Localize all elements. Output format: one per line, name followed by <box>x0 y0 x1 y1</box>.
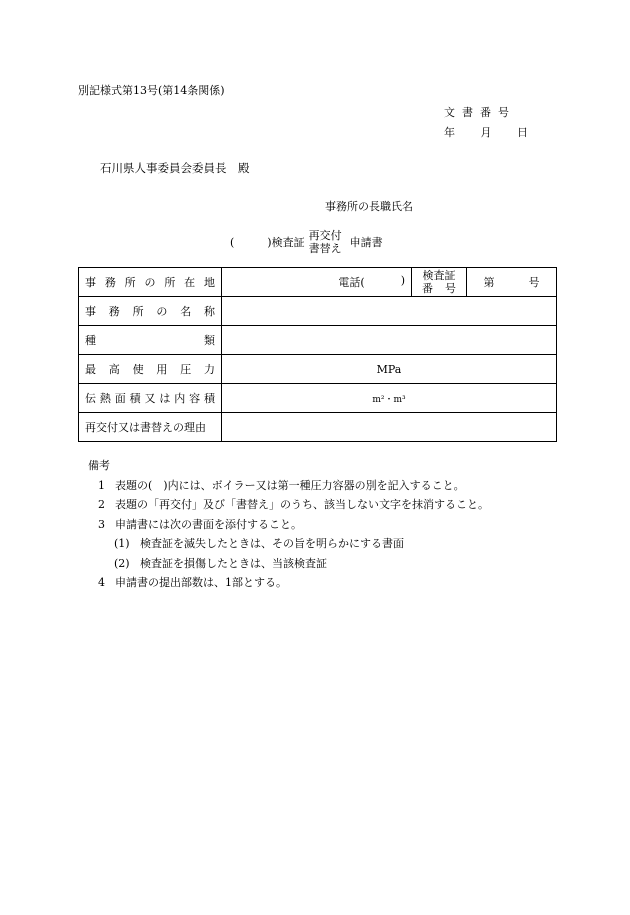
label-type <box>79 326 222 355</box>
title-option-reissue: 再交付 <box>308 229 342 242</box>
note-number: (2) <box>114 556 130 570</box>
label-char: 所 <box>124 276 136 289</box>
table-row <box>79 297 557 326</box>
label-char: 使 <box>132 363 144 376</box>
note-text: 検査証を滅失したときは、その旨を明らかにする書面 <box>140 537 404 550</box>
label-char: 称 <box>203 305 215 318</box>
inspection-number-field[interactable] <box>467 268 557 297</box>
label-char: 又 <box>144 392 156 405</box>
inspection-number-label <box>412 268 467 297</box>
table-row <box>79 326 557 355</box>
label-char: 最 <box>85 363 96 376</box>
label-office-name <box>79 297 222 326</box>
title-paren-blank: ( ) <box>230 236 272 249</box>
note-text: 表題の( )内には、ボイラー又は第一種圧力容器の別を記入すること。 <box>115 478 465 492</box>
phone-blank <box>365 274 401 290</box>
label-char: 伝 <box>85 392 96 405</box>
label-char: は <box>159 392 171 405</box>
label-char: 在 <box>184 276 196 289</box>
spread-label <box>85 332 215 348</box>
label-char: 名 <box>180 305 192 318</box>
label-char: 種 <box>85 334 96 347</box>
number-prefix: 第 <box>483 276 495 289</box>
note-text: 検査証を損傷したときは、当該検査証 <box>140 556 327 570</box>
phone-open: 電話( <box>338 276 365 289</box>
note-item <box>88 573 489 593</box>
office-name-field[interactable] <box>222 297 557 326</box>
phone-close: ) <box>400 274 405 287</box>
table-row <box>79 413 557 442</box>
label-char: 内 <box>174 392 186 405</box>
spread-label <box>85 361 215 377</box>
label-char: 事 <box>85 305 96 318</box>
document-number-label: 文書番号 <box>444 106 516 119</box>
date-line <box>444 124 528 140</box>
title-options <box>309 229 342 255</box>
date-month-label: 月 <box>480 126 492 139</box>
type-field[interactable] <box>222 326 557 355</box>
label-char: 務 <box>108 305 120 318</box>
table-row <box>79 384 557 413</box>
applicant-name-label: 事務所の長職氏名 <box>325 200 413 213</box>
office-address-field[interactable] <box>222 268 412 297</box>
heating-area-field[interactable] <box>222 384 557 413</box>
label-char: 号 <box>445 282 456 295</box>
label-char: 積 <box>204 392 215 405</box>
inspection-label-line2 <box>416 282 462 295</box>
note-item <box>88 515 489 535</box>
label-max-pressure <box>79 355 222 384</box>
note-text: 申請書には次の書面を添付すること。 <box>115 517 302 531</box>
area-unit: m²・m³ <box>372 394 406 405</box>
label-char: 所 <box>164 276 176 289</box>
note-number: 1 <box>98 478 105 492</box>
label-char: 熱 <box>99 392 111 405</box>
phone-label <box>338 274 405 290</box>
title-kensasho: 検査証 <box>271 236 305 249</box>
label-char: の <box>144 276 156 289</box>
label-char: 類 <box>204 334 215 347</box>
note-number: 2 <box>98 498 105 511</box>
label-reason <box>79 413 222 442</box>
form-number: 別記様式第13号(第14条関係) <box>78 84 225 97</box>
title-option-rewrite: 書替え <box>308 242 342 255</box>
label-char: 圧 <box>180 363 192 376</box>
application-table <box>78 267 557 442</box>
plain-label: 再交付又は書替えの理由 <box>85 421 206 434</box>
note-text: 申請書の提出部数は、1部とする。 <box>115 576 287 589</box>
note-text: 表題の「再交付」及び「書替え」のうち、該当しない文字を抹消すること。 <box>115 498 489 511</box>
table-row <box>79 355 557 384</box>
label-char: 用 <box>156 363 168 376</box>
spread-label <box>85 274 215 290</box>
pressure-unit: MPa <box>376 362 402 376</box>
notes-section <box>88 456 489 593</box>
note-number: 3 <box>98 517 105 531</box>
note-item <box>88 495 489 515</box>
max-pressure-field[interactable] <box>222 355 557 384</box>
date-year-label: 年 <box>444 126 455 139</box>
inspection-label-line1: 検査証 <box>422 269 456 282</box>
label-office-address <box>79 268 222 297</box>
note-number: (1) <box>114 537 130 550</box>
label-char: 地 <box>203 276 215 289</box>
spread-label <box>85 390 215 406</box>
label-char: 力 <box>203 363 215 376</box>
notes-heading: 備考 <box>88 459 110 472</box>
form-title <box>230 228 383 256</box>
spread-label <box>85 303 215 319</box>
label-char: 容 <box>189 392 201 405</box>
reason-field[interactable] <box>222 413 557 442</box>
label-char: 積 <box>129 392 141 405</box>
label-char: 事 <box>85 276 96 289</box>
note-item <box>88 476 489 496</box>
number-suffix: 号 <box>528 276 540 289</box>
label-heating-area <box>79 384 222 413</box>
title-suffix: 申請書 <box>349 236 383 249</box>
note-subitem <box>88 554 489 574</box>
table-row <box>79 268 557 297</box>
label-char: 面 <box>114 392 126 405</box>
label-char: 所 <box>132 305 144 318</box>
date-day-label: 日 <box>517 126 528 139</box>
addressee: 石川県人事委員会委員長 殿 <box>100 161 250 175</box>
note-subitem <box>88 534 489 554</box>
note-number: 4 <box>98 576 105 589</box>
label-char: 高 <box>108 363 120 376</box>
label-char: 務 <box>104 276 116 289</box>
label-char: の <box>156 305 168 318</box>
label-char: 番 <box>422 282 433 295</box>
